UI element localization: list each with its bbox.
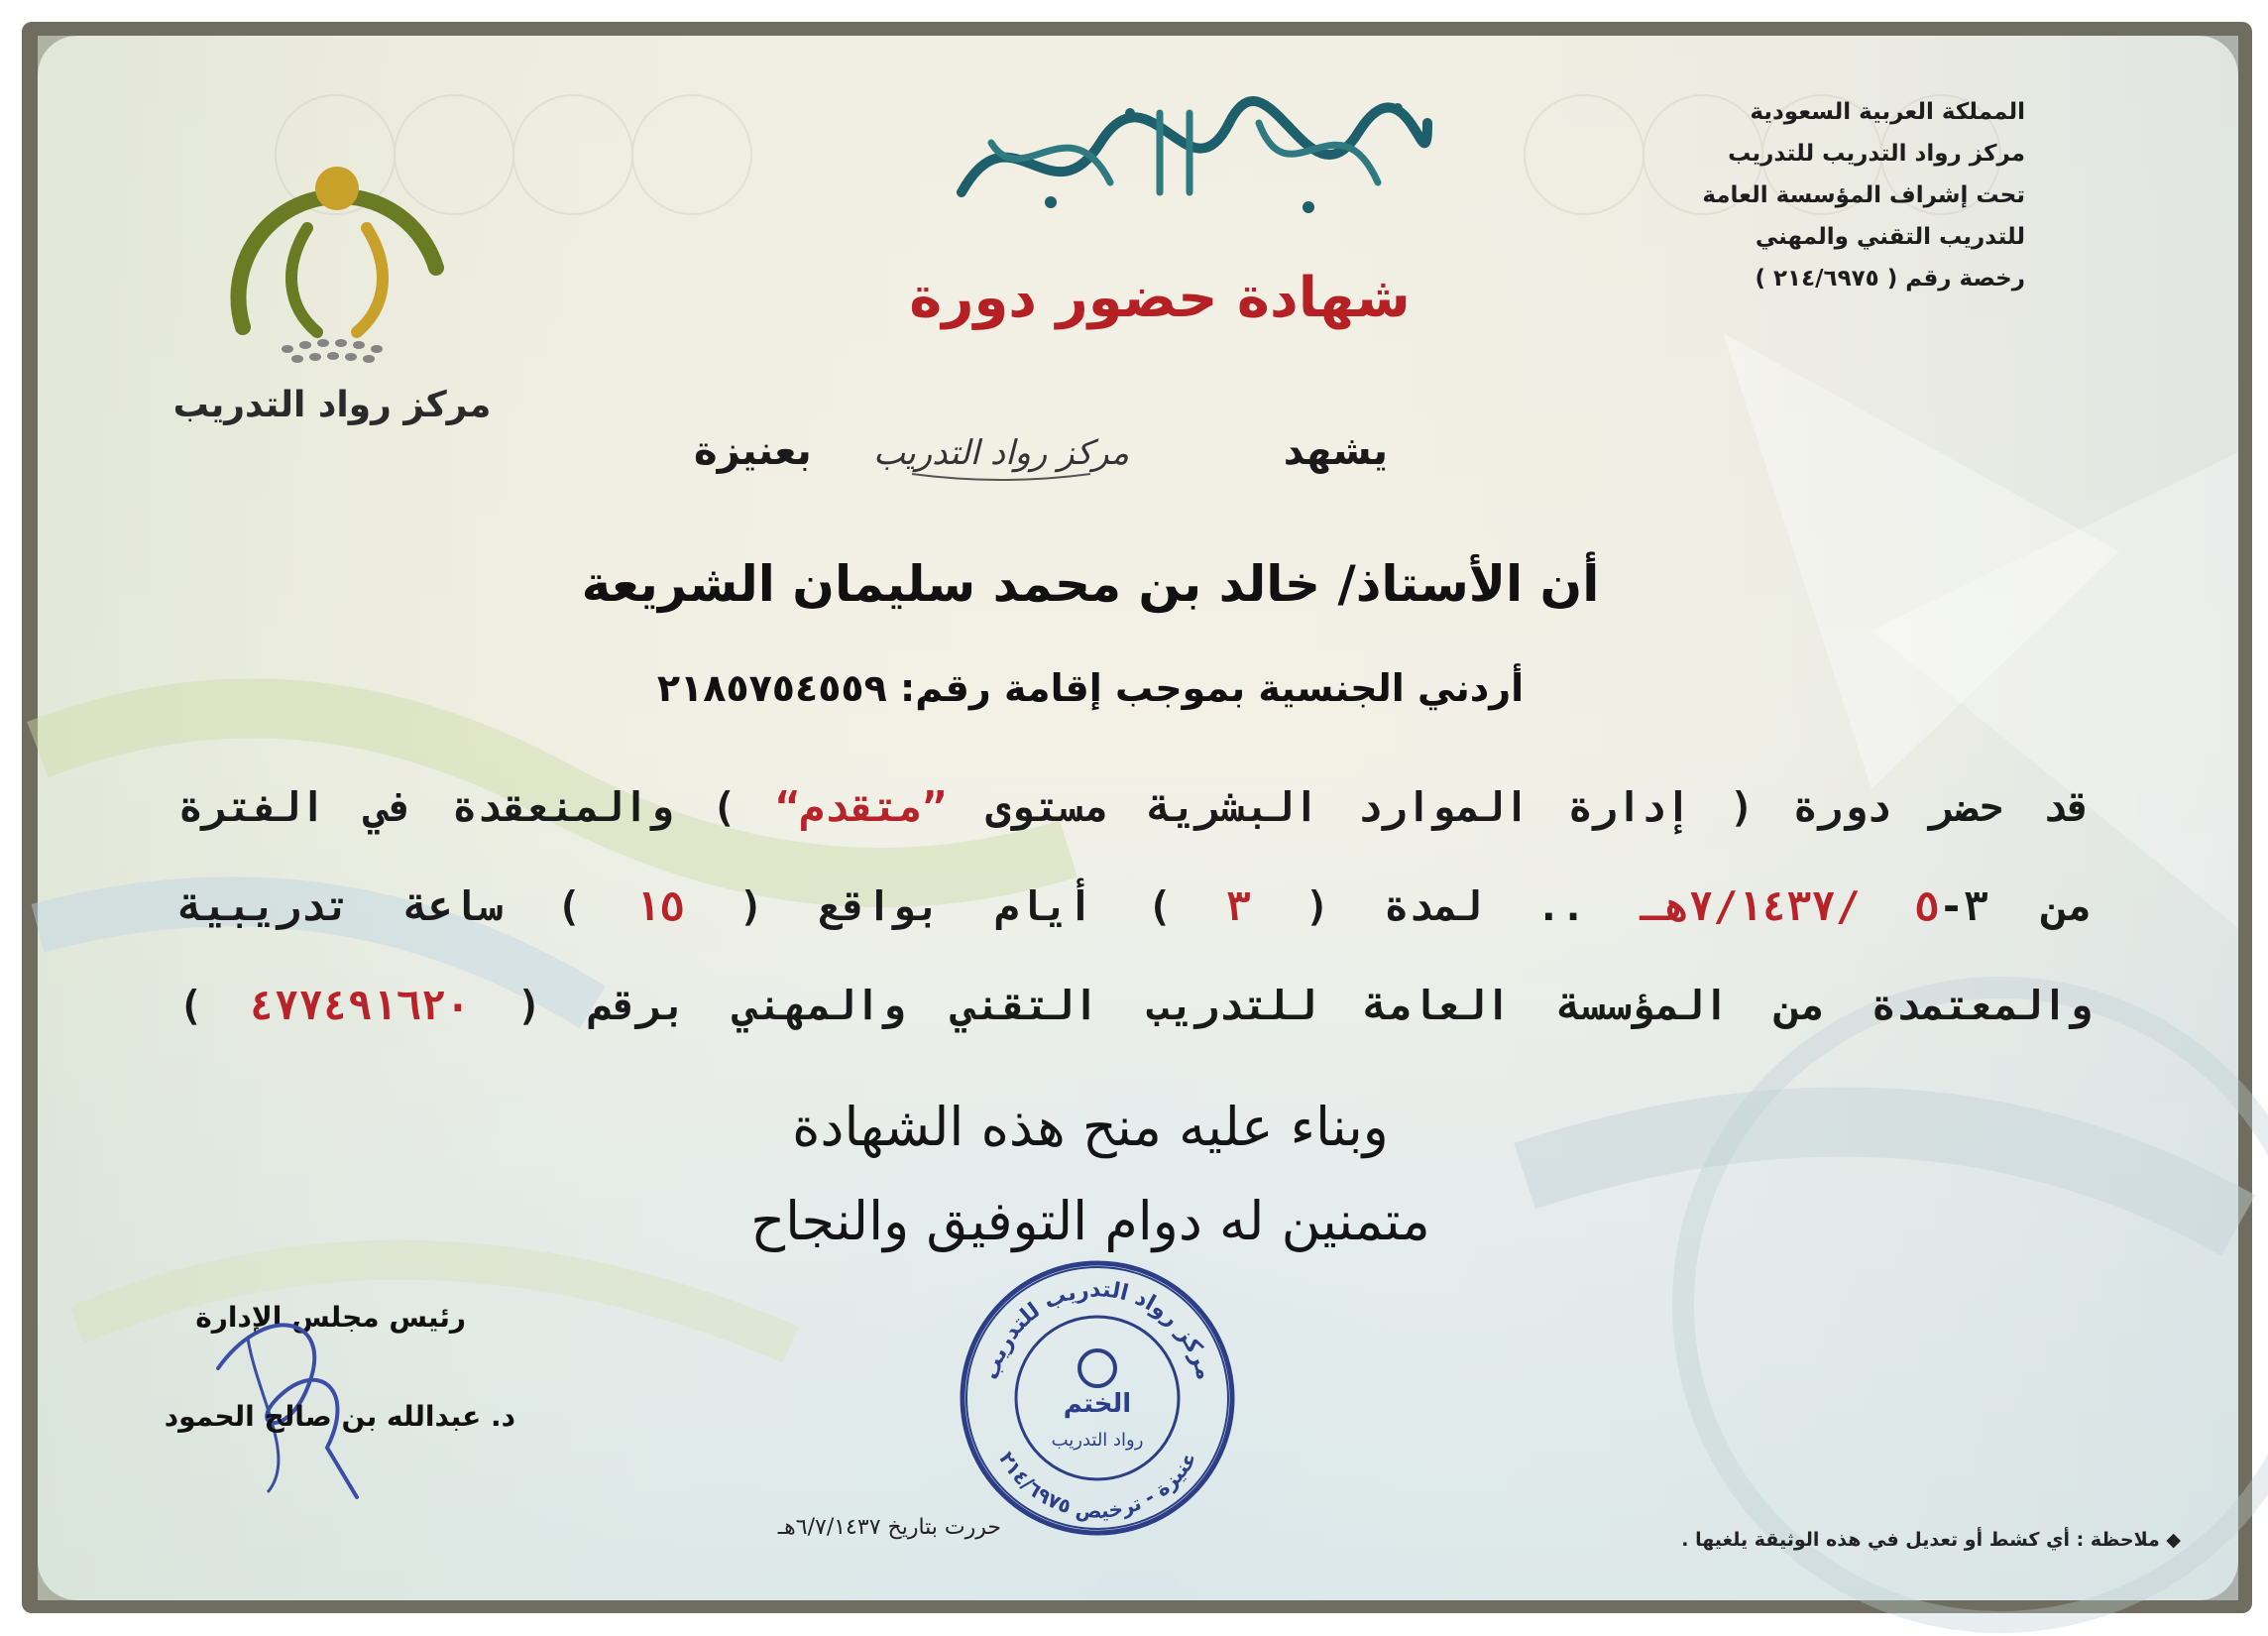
witness-city: بعنيزة <box>694 428 812 474</box>
level-value: ”متقدم“ <box>775 783 947 831</box>
logo-caption: مركز رواد التدريب <box>172 385 492 425</box>
stamp-ring-bottom: عنيزة - ترخيص ٢١٤/٦٩٧٥ <box>994 1447 1202 1524</box>
license-line: رخصة رقم ( ٢١٤/٦٩٧٥ ) <box>1755 266 2025 292</box>
certificate-title: شهادة حضور دورة <box>909 266 1411 330</box>
basmala-calligraphy <box>932 83 1447 222</box>
recipient-nationality: أردني الجنسية بموجب إقامة رقم: ٢١٨٥٧٥٤٥٥٩ <box>656 666 1525 710</box>
country-name: المملكة العربية السعودية <box>1750 99 2025 125</box>
body-line-3: والمعتمدة من المؤسسة العامة للتدريب التقني والمهني برقم ( ٤٧٧٤٩١٦٢٠ ) <box>178 982 2092 1029</box>
training-line: للتدريب التقني والمهني <box>1755 224 2025 250</box>
supervision-line: تحت إشراف المؤسسة العامة <box>1702 182 2025 208</box>
accreditation-number: ٤٧٧٤٩١٦٢٠ <box>250 982 471 1029</box>
recipient-name: أن الأستاذ/ خالد بن محمد سليمان الشريعة <box>581 555 1600 613</box>
stamp-inner-top: الختم <box>1063 1389 1132 1419</box>
center-name: مركز رواد التدريب للتدريب <box>1728 141 2025 167</box>
official-stamp <box>957 1257 1239 1540</box>
note-bullet-icon: ◆ <box>2159 1529 2181 1551</box>
center-wordmark-text: مركز رواد التدريب <box>872 433 1130 473</box>
issue-date: حررت بتاريخ ٦/٧/١٤٣٧هـ <box>777 1515 1001 1540</box>
handwritten-signature <box>188 1279 387 1507</box>
center-logo <box>172 119 492 446</box>
grant-line: وبناء عليه منح هذه الشهادة <box>792 1096 1389 1158</box>
days-count: ٣ <box>1226 882 1251 930</box>
wishes-line: متمنين له دوام التوفيق والنجاح <box>750 1190 1430 1252</box>
witness-line <box>694 416 1388 496</box>
body-line-2: من ٣-٥ /٧/١٤٣٧هـ .. لمدة ( ٣ ) أيام بواقع ( ١٥ ) ساعة تدريبية <box>178 882 2092 930</box>
issuer-header <box>1609 91 2025 299</box>
signatory-name: د. عبدالله بن صالح الحمود <box>164 1400 515 1433</box>
footer-note: ◆ ملاحظة : أي كشط أو تعديل في هذه الوثيقة يلغيها . <box>1681 1529 2181 1551</box>
hours-count: ١٥ <box>635 882 685 930</box>
signatory-title: رئيس مجلس الإدارة <box>195 1301 466 1334</box>
body-line-1: قد حضر دورة ( إدارة الموارد البشرية مستوى ”متقدم“ ) والمنعقدة في الفترة <box>178 783 2092 831</box>
witness-prefix: يشهد <box>1283 428 1388 474</box>
stamp-ring-top: مركز رواد التدريب للتدريب <box>978 1277 1217 1383</box>
logo-emblem-icon <box>172 119 492 446</box>
course-date: ٥ /٧/١٤٣٧هـ <box>1640 882 1940 930</box>
stamp-inner-bottom: رواد التدريب <box>1051 1430 1144 1451</box>
center-wordmark <box>872 416 1130 486</box>
